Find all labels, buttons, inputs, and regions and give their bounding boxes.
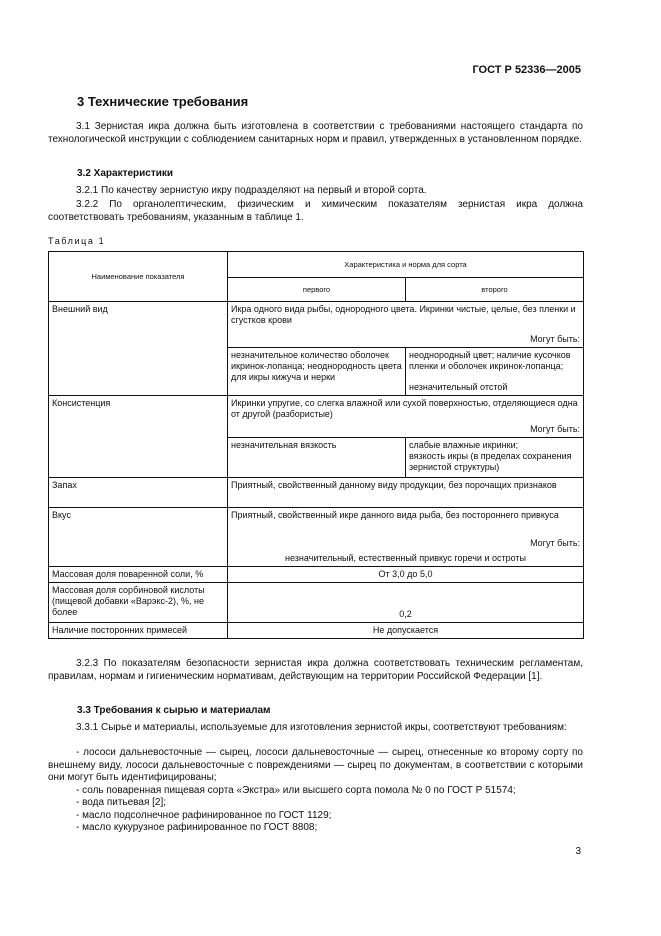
row-name-consistency: Консистенция: [49, 396, 228, 478]
paragraph-3-3-1: 3.3.1 Сырье и материалы, используемые для изготовления зернистой икры, соответствуют требованиям:: [76, 722, 567, 733]
list-item: - масло кукурузное рафинированное по ГОСТ 8808;: [76, 822, 318, 833]
section-title: 3 Технические требования: [77, 94, 249, 109]
page-number: 3: [575, 846, 581, 857]
subsection-title-3-2: 3.2 Характеристики: [77, 168, 174, 179]
row-name-appearance: Внешний вид: [49, 302, 228, 396]
salt-value: От 3,0 до 5,0: [228, 566, 584, 582]
consistency-first: незначительная вязкость: [228, 438, 406, 478]
header-first-grade: первого: [228, 278, 406, 302]
header-indicator-name: Наименование показателя: [49, 252, 228, 302]
consistency-may-be: Могут быть:: [228, 422, 584, 438]
consistency-second: [406, 438, 584, 478]
consistency-common: Икринки упругие, со слегка влажной или сухой поверхностью, отделяющиеся одна от другой (разбористые): [228, 396, 584, 423]
appearance-second-b: незначительный отстой: [406, 380, 584, 396]
list-item: - лососи дальневосточные — сырец, лососи дальневосточные — сырец, отнесенные ко второму сорту по внешнему виду, лососи дальневосточные с повреждениями — сырец по документам, в соответствии с которыми они могут быть идентифицированы;: [48, 747, 583, 783]
impurities-value: Не допускается: [228, 622, 584, 638]
row-name-taste: Вкус: [49, 508, 228, 567]
taste-may-be: Могут быть:: [228, 536, 584, 551]
appearance-first: незначительное количество оболочек икринок-лопанца; неоднородность цвета для икры кижуча и нерки: [228, 347, 406, 396]
consistency-second-a: слабые влажные икринки;: [409, 440, 519, 450]
header-second-grade: второго: [406, 278, 584, 302]
appearance-may-be: Могут быть:: [228, 332, 584, 348]
paragraph-3-2-2: 3.2.2 По органолептическим, физическим и химическим показателям зернистая икра должна соответствовать требованиям, указанным в таблице 1.: [48, 199, 583, 223]
row-name-salt: Массовая доля поваренной соли, %: [49, 566, 228, 582]
list-item: - вода питьевая [2];: [76, 797, 167, 808]
row-name-sorbic-acid: Массовая доля сорбиновой кислоты (пищевой добавки «Варэкс-2), %, не более: [49, 582, 228, 622]
row-name-impurities: Наличие посторонних примесей: [49, 622, 228, 638]
list-item: - масло подсолнечное рафинированное по ГОСТ 1129;: [76, 809, 332, 821]
consistency-second-b: вязкость икры (в пределах сохранения зернистой структуры): [409, 451, 572, 472]
characteristics-table: [48, 251, 584, 639]
taste-both-grades: незначительный, естественный привкус горечи и остроты: [228, 551, 584, 567]
sorbic-acid-value: 0,2: [228, 582, 584, 622]
paragraph-3-2-3: 3.2.3 По показателям безопасности зернистая икра должна соответствовать техническим регламентам, правилам, нормам и гигиеническим нормативам, действующим на территории Российской Федерации [1].: [48, 658, 583, 682]
list-item: - соль поваренная пищевая сорта «Экстра» или высшего сорта помола № 0 по ГОСТ Р 51574;: [76, 784, 516, 796]
row-name-smell: Запах: [49, 478, 228, 508]
requirements-list: [48, 747, 583, 835]
standard-number: ГОСТ Р 52336—2005: [472, 64, 581, 76]
appearance-second-a: неоднородный цвет; наличие кусочков пленки и оболочек икринок-лопанца;: [406, 347, 584, 380]
subsection-title-3-3: 3.3 Требования к сырью и материалам: [77, 705, 271, 716]
smell-value: Приятный, свойственный данному виду продукции, без порочащих признаков: [228, 478, 584, 508]
appearance-common: Икра одного вида рыбы, однородного цвета. Икринки чистые, целые, без пленки и сгустков крови: [228, 302, 584, 332]
header-characteristic: Характеристика и норма для сорта: [228, 252, 584, 278]
paragraph-3-2-1: 3.2.1 По качеству зернистую икру подразделяют на первый и второй сорта.: [76, 185, 427, 196]
taste-common: Приятный, свойственный икре данного вида рыба, без постороннего привкуса: [228, 508, 584, 536]
table-caption: Таблица 1: [48, 236, 106, 246]
paragraph-3-1: 3.1 Зернистая икра должна быть изготовлена в соответствии с требованиями настоящего стандарта по технологической инструкции с соблюдением санитарных норм и правил, утвержденных в установленном порядке.: [48, 121, 583, 145]
